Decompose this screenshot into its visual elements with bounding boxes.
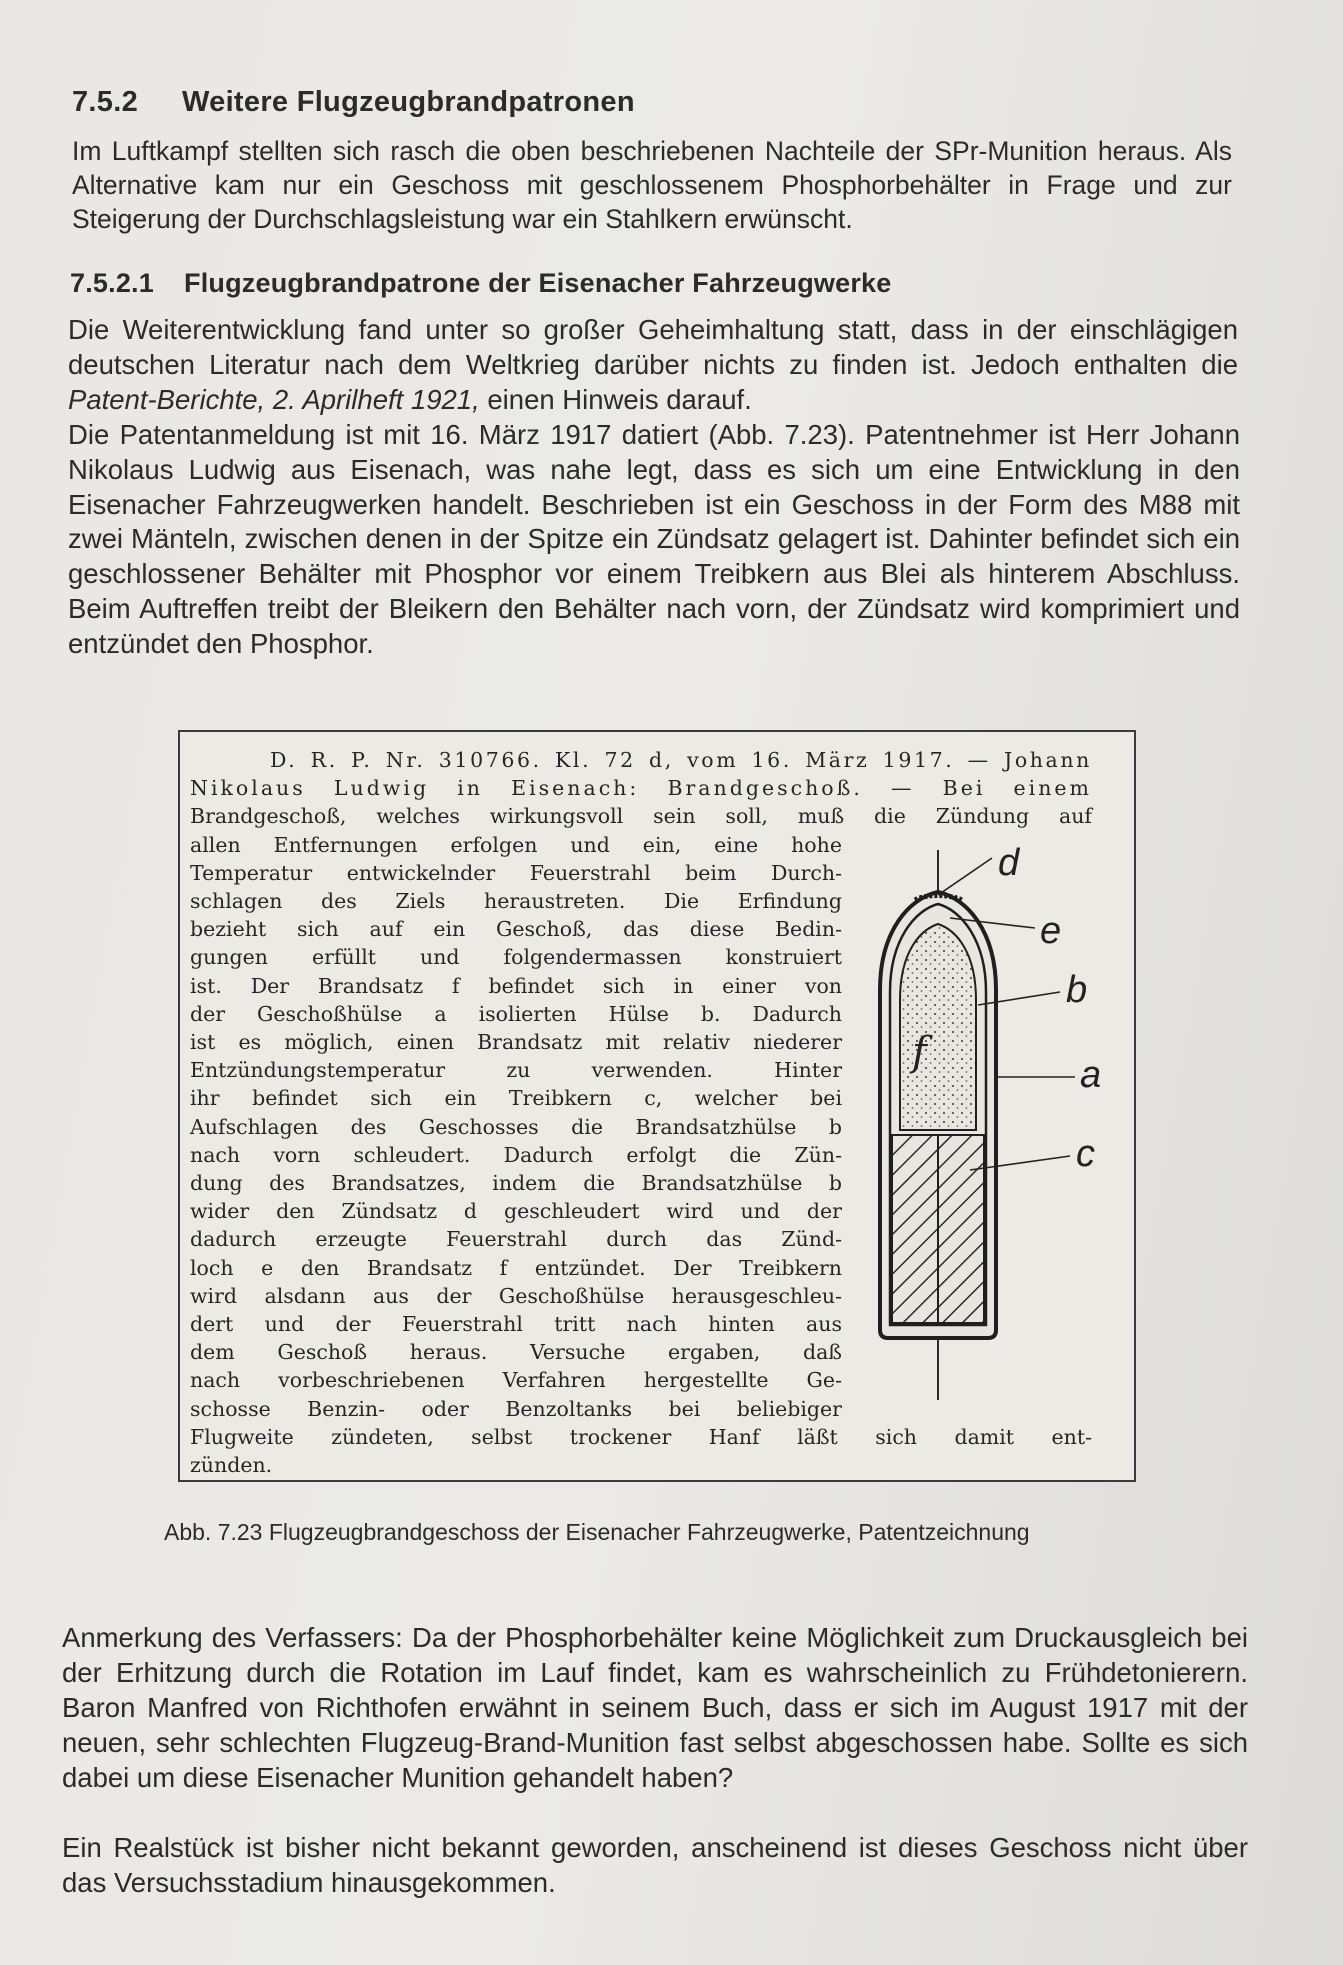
patent-line: Entzündungstemperatur zu verwenden. Hinter xyxy=(190,1058,842,1083)
section-number: 7.5.2 xyxy=(72,86,138,118)
patent-line: bezieht sich auf ein Geschoß, das diese Bedin- xyxy=(190,917,842,942)
section-intro-paragraph: Im Luftkampf stellten sich rasch die oben beschriebenen Nachteile der SPr-Munition heraus. Als Alternative kam nur ein Geschoss mit geschlossenem Phosphorbehälter in Frage und zur Steigerung der Durchschlagsleistung war ein Stahlkern erwünscht. xyxy=(72,136,1232,234)
subsection-paragraph-2: Die Patentanmeldung ist mit 16. März 1917 datiert (Abb. 7.23). Patentnehmer ist Herr Johann Nikolaus Ludwig aus Eisenach, was nahe legt, dass es sich um eine Entwicklung in den Eisenacher Fahrzeugwerken handelt. Beschrieben ist ein Geschoss in der Form des M88 mit zwei Mänteln, zwischen denen in der Spitze ein Zündsatz gelagert ist. Dahinter befindet sich ein geschlossener Behälter mit Phosphor vor einem Treibkern aus Blei als hinterem Abschluss. Beim Auftreffen treibt der Bleikern den Behälter nach vorn, der Zündsatz wird komprimiert und entzündet den Phosphor. xyxy=(68,419,1240,659)
patent-line: nach vorbeschriebenen Verfahren hergestellte Ge- xyxy=(190,1368,842,1393)
patent-line: dem Geschoß heraus. Versuche ergaben, daß xyxy=(190,1340,842,1365)
patent-line: der Geschoßhülse a isolierten Hülse b. Dadurch xyxy=(190,1001,842,1026)
patent-line: ist. Der Brandsatz f befindet sich in einer von xyxy=(190,973,842,998)
label-a: a xyxy=(1080,1054,1102,1096)
section-title: Weitere Flugzeugbrandpatronen xyxy=(182,86,635,118)
patent-line: Brandgeschoß, welches wirkungsvoll sein soll, muß die Zündung auf xyxy=(190,804,1092,829)
patent-line: dert und der Feuerstrahl tritt nach hinten aus xyxy=(190,1312,842,1337)
leader-d xyxy=(938,858,992,895)
incendiary-charge-f xyxy=(900,924,976,1130)
patent-line: schosse Benzin- oder Benzoltanks bei beliebiger xyxy=(190,1396,842,1421)
patent-line: gungen erfüllt und folgendermassen konstruiert xyxy=(190,945,842,970)
label-e: e xyxy=(1040,910,1062,952)
author-note-paragraph: Anmerkung des Verfassers: Da der Phosphorbehälter keine Möglichkeit zum Druckausgleich bei der Erhitzung durch die Rotation im Lauf findet, kam es wahrscheinlich zu Frühdetonierern. Baron Manfred von Richthofen erwähnt in seinem Buch, dass er sich im August 1917 mit der neuen, sehr schlechten Flugzeug-Brand-Munition fast selbst abgeschossen habe. Sollte es sich dabei um diese Eisenacher Munition gehandelt haben? xyxy=(62,1622,1248,1793)
patent-line: ihr befindet sich ein Treibkern c, welcher bei xyxy=(190,1086,842,1111)
patent-line: dadurch erzeugte Feuerstrahl durch das Zünd- xyxy=(190,1227,842,1252)
patent-line: Temperatur entwickelnder Feuerstrahl beim Durch- xyxy=(190,860,842,885)
label-f: f xyxy=(912,1029,927,1075)
closing-paragraph: Ein Realstück ist bisher nicht bekannt geworden, anscheinend ist dieses Geschoss nicht über das Versuchsstadium hinausgekommen. xyxy=(62,1832,1248,1898)
figure-caption: Abb. 7.23 Flugzeugbrandgeschoss der Eisenacher Fahrzeugwerke, Patentzeichnung xyxy=(164,1519,1030,1545)
patent-line: nach vorn schleudert. Dadurch erfolgt die Zün- xyxy=(190,1142,842,1167)
label-b: b xyxy=(1066,969,1088,1011)
patent-line: Nikolaus Ludwig in Eisenach: Brandgeschoß. — Bei einem xyxy=(190,776,1092,801)
patent-line: wider den Zündsatz d geschleudert wird und der xyxy=(190,1199,842,1224)
label-d: d xyxy=(998,842,1020,884)
patent-line: D. R. P. Nr. 310766. Kl. 72 d, vom 16. März 1917. — Johann xyxy=(270,748,1092,772)
patent-line: schlagen des Ziels heraustreten. Die Erfindung xyxy=(190,889,842,914)
patent-line: dung des Brandsatzes, indem die Brandsatzhülse b xyxy=(190,1171,842,1196)
patent-line: ist es möglich, einen Brandsatz mit relativ niederer xyxy=(190,1030,842,1055)
patent-line: zünden. xyxy=(190,1453,273,1478)
subsection-paragraph-1 xyxy=(68,313,1238,417)
subsection-heading xyxy=(70,268,891,299)
paragraph-text: Die Weiterentwicklung fand unter so großer Geheimhaltung statt, dass in der einschlägigen deutschen Literatur nach dem Weltkrieg darüber nichts zu finden ist. Jedoch enthalten die xyxy=(68,314,1238,380)
subsection-title: Flugzeugbrandpatrone der Eisenacher Fahrzeugwerke xyxy=(184,268,892,298)
patent-line: loch e den Brandsatz f entzündet. Der Treibkern xyxy=(190,1255,842,1280)
patent-line: wird alsdann aus der Geschoßhülse herausgeschleu- xyxy=(190,1283,842,1308)
patent-line: allen Entfernungen erfolgen und ein, eine hohe xyxy=(190,832,842,857)
patent-line: Aufschlagen des Geschosses die Brandsatzhülse b xyxy=(190,1114,842,1139)
patent-line: Flugweite zündeten, selbst trockener Hanf läßt sich damit ent- xyxy=(190,1424,1092,1449)
label-c: c xyxy=(1076,1133,1095,1175)
paragraph-text-end: einen Hinweis darauf. xyxy=(479,383,752,415)
subsection-number: 7.5.2.1 xyxy=(70,268,154,298)
patent-drawing xyxy=(870,840,1120,1410)
section-heading xyxy=(72,86,635,119)
patent-reference: Patent-Berichte, 2. Aprilheft 1921, xyxy=(68,383,480,415)
